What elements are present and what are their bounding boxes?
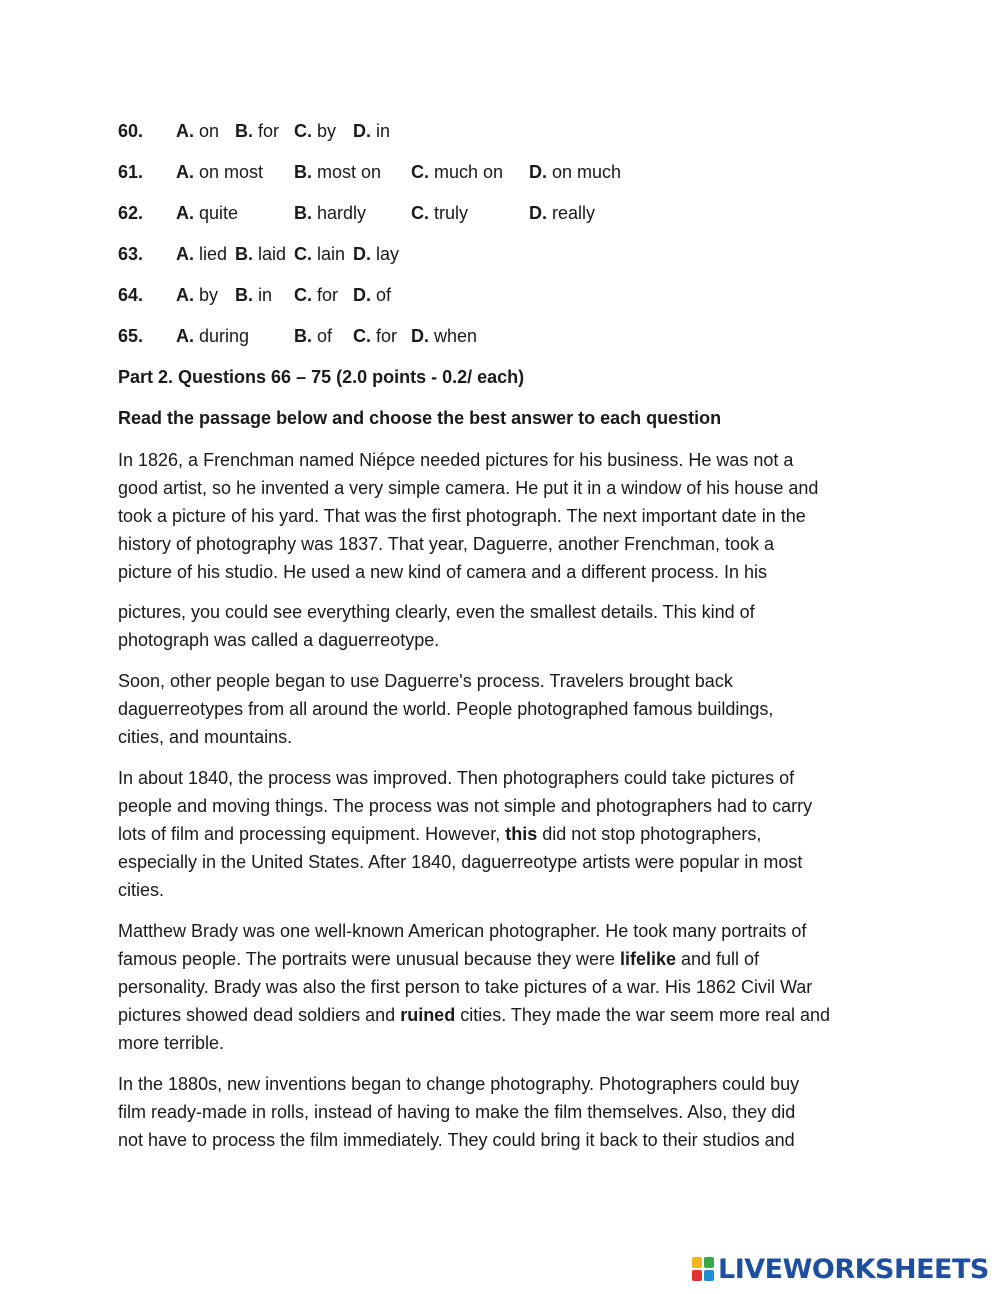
- option-c[interactable]: C. by: [294, 121, 337, 141]
- passage-line: film ready-made in rolls, instead of having to make the film themselves. Also, they did: [118, 1102, 796, 1122]
- passage-line: more terrible.: [118, 1033, 225, 1053]
- passage-line: cities.: [118, 880, 165, 900]
- option-c[interactable]: C. much on: [411, 162, 504, 182]
- passage-paragraph-6: [118, 1070, 888, 1154]
- question-number: 61.: [118, 162, 144, 182]
- passage-line: took a picture of his yard. That was the first photograph. The next important date in the: [118, 506, 806, 526]
- option-a[interactable]: A. by: [176, 285, 219, 305]
- option-d[interactable]: D. of: [353, 285, 392, 305]
- option-d[interactable]: D. lay: [353, 244, 400, 264]
- option-d[interactable]: D. when: [411, 326, 478, 346]
- passage-line: In the 1880s, new inventions began to change photography. Photographers could buy: [118, 1074, 800, 1094]
- option-b[interactable]: B. laid: [235, 244, 287, 264]
- passage-paragraph-5: [118, 917, 888, 1057]
- option-b[interactable]: B. for: [235, 121, 280, 141]
- question-number: 60.: [118, 121, 144, 141]
- question-number: 62.: [118, 203, 144, 223]
- option-a[interactable]: A. quite: [176, 203, 239, 223]
- passage-line: not have to process the film immediately. They could bring it back to their studios and: [118, 1130, 795, 1150]
- option-b[interactable]: B. hardly: [294, 203, 367, 223]
- highlighted-word-this: this: [505, 824, 538, 844]
- passage-paragraph-3: [118, 667, 888, 751]
- logo-text: LIVEWORKSHEETS: [718, 1254, 989, 1285]
- logo-blocks-icon: [692, 1257, 716, 1283]
- option-b[interactable]: B. of: [294, 326, 333, 346]
- passage-line: photograph was called a daguerreotype.: [118, 630, 440, 650]
- passage-line: picture of his studio. He used a new kind of camera and a different process. In his: [118, 562, 768, 582]
- part2-title: Part 2. Questions 66 – 75 (2.0 points - 0.2/ each): [118, 367, 525, 387]
- option-d[interactable]: D. in: [353, 121, 391, 141]
- option-a[interactable]: A. on most: [176, 162, 264, 182]
- passage-line: people and moving things. The process was not simple and photographers had to carry: [118, 796, 813, 816]
- passage-line: especially in the United States. After 1840, daguerreotype artists were popular in most: [118, 852, 803, 872]
- passage-line: Matthew Brady was one well-known American photographer. He took many portraits of: [118, 921, 807, 941]
- passage-line: personality. Brady was also the first person to take pictures of a war. His 1862 Civil War: [118, 977, 813, 997]
- question-number: 65.: [118, 326, 144, 346]
- passage-line: lots of film and processing equipment. However, this did not stop photographers,: [118, 824, 762, 844]
- option-c[interactable]: C. lain: [294, 244, 346, 264]
- passage-line: pictures, you could see everything clearly, even the smallest details. This kind of: [118, 602, 755, 622]
- option-c[interactable]: C. truly: [411, 203, 469, 223]
- passage-line: history of photography was 1837. That year, Daguerre, another Frenchman, took a: [118, 534, 775, 554]
- option-b[interactable]: B. in: [235, 285, 273, 305]
- question-number: 63.: [118, 244, 144, 264]
- passage-paragraph-1: [118, 446, 888, 586]
- passage-line: pictures showed dead soldiers and ruined cities. They made the war seem more real and: [118, 1005, 831, 1025]
- passage-line: famous people. The portraits were unusual because they were lifelike and full of: [118, 949, 760, 969]
- highlighted-word-lifelike: lifelike: [619, 949, 676, 969]
- passage-line: good artist, so he invented a very simple camera. He put it in a window of his house and: [118, 478, 819, 498]
- part2-instruction: Read the passage below and choose the best answer to each question: [118, 408, 722, 428]
- option-a[interactable]: A. on: [176, 121, 220, 141]
- highlighted-word-ruined: ruined: [400, 1005, 456, 1025]
- passage-line: daguerreotypes from all around the world. People photographed famous buildings,: [118, 699, 774, 719]
- passage-line: In about 1840, the process was improved. Then photographers could take pictures of: [118, 768, 795, 788]
- liveworksheets-logo[interactable]: [692, 1254, 989, 1286]
- passage-line: Soon, other people began to use Daguerre's process. Travelers brought back: [118, 671, 733, 691]
- passage-line: cities, and mountains.: [118, 727, 293, 747]
- option-a[interactable]: A. lied: [176, 244, 228, 264]
- option-d[interactable]: D. on much: [529, 162, 622, 182]
- passage-paragraph-2: [118, 598, 888, 654]
- question-number: 64.: [118, 285, 144, 305]
- option-c[interactable]: C. for: [294, 285, 339, 305]
- option-c[interactable]: C. for: [353, 326, 398, 346]
- passage-paragraph-4: [118, 764, 888, 904]
- passage-line: In 1826, a Frenchman named Niépce needed pictures for his business. He was not a: [118, 450, 794, 470]
- option-b[interactable]: B. most on: [294, 162, 382, 182]
- option-a[interactable]: A. during: [176, 326, 250, 346]
- option-d[interactable]: D. really: [529, 203, 596, 223]
